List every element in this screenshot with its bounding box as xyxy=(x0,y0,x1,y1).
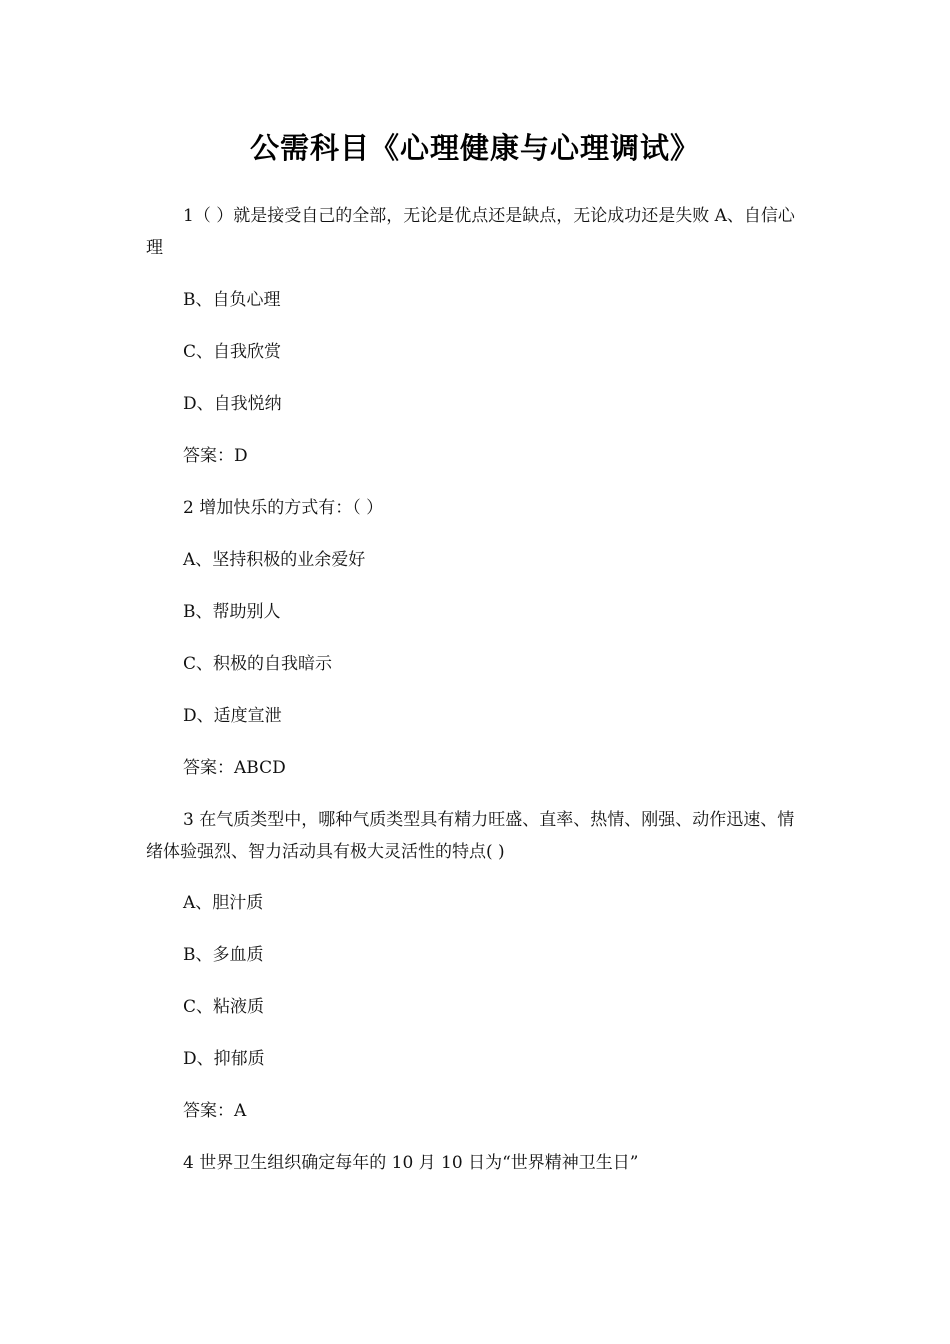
question-3-option-c: C、粘液质 xyxy=(183,997,265,1017)
question-1-option-c: C、自我欣赏 xyxy=(183,342,282,362)
question-2-option-d: D、适度宣泄 xyxy=(183,706,282,726)
document-title: 公需科目《心理健康与心理调试》 xyxy=(249,131,700,165)
question-1-option-b: B、自负心理 xyxy=(183,290,281,310)
question-1-answer: 答案：D xyxy=(183,446,248,466)
question-2-option-c: C、积极的自我暗示 xyxy=(183,654,333,674)
question-1-stem: 1（ ）就是接受自己的全部，无论是优点还是缺点，无论成功还是失败 A、自信心理 xyxy=(146,206,795,258)
question-3-option-d: D、抑郁质 xyxy=(183,1049,265,1069)
question-2-option-a: A、坚持积极的业余爱好 xyxy=(183,550,366,570)
question-2-option-b: B、帮助别人 xyxy=(183,602,281,622)
question-4-stem: 4 世界卫生组织确定每年的 10 月 10 日为“世界精神卫生日” xyxy=(183,1153,639,1173)
question-3-answer: 答案：A xyxy=(183,1101,247,1121)
question-2-answer: 答案：ABCD xyxy=(183,758,286,778)
question-3-option-a: A、胆汁质 xyxy=(183,893,264,913)
question-2-stem: 2 增加快乐的方式有：（ ） xyxy=(183,498,384,518)
question-3-stem: 3 在气质类型中，哪种气质类型具有精力旺盛、直率、热情、刚强、动作迅速、情绪体验强烈、智力活动具有极大灵活性的特点( ) xyxy=(146,810,795,862)
question-1-option-d: D、自我悦纳 xyxy=(183,394,282,414)
question-3-option-b: B、多血质 xyxy=(183,945,264,965)
